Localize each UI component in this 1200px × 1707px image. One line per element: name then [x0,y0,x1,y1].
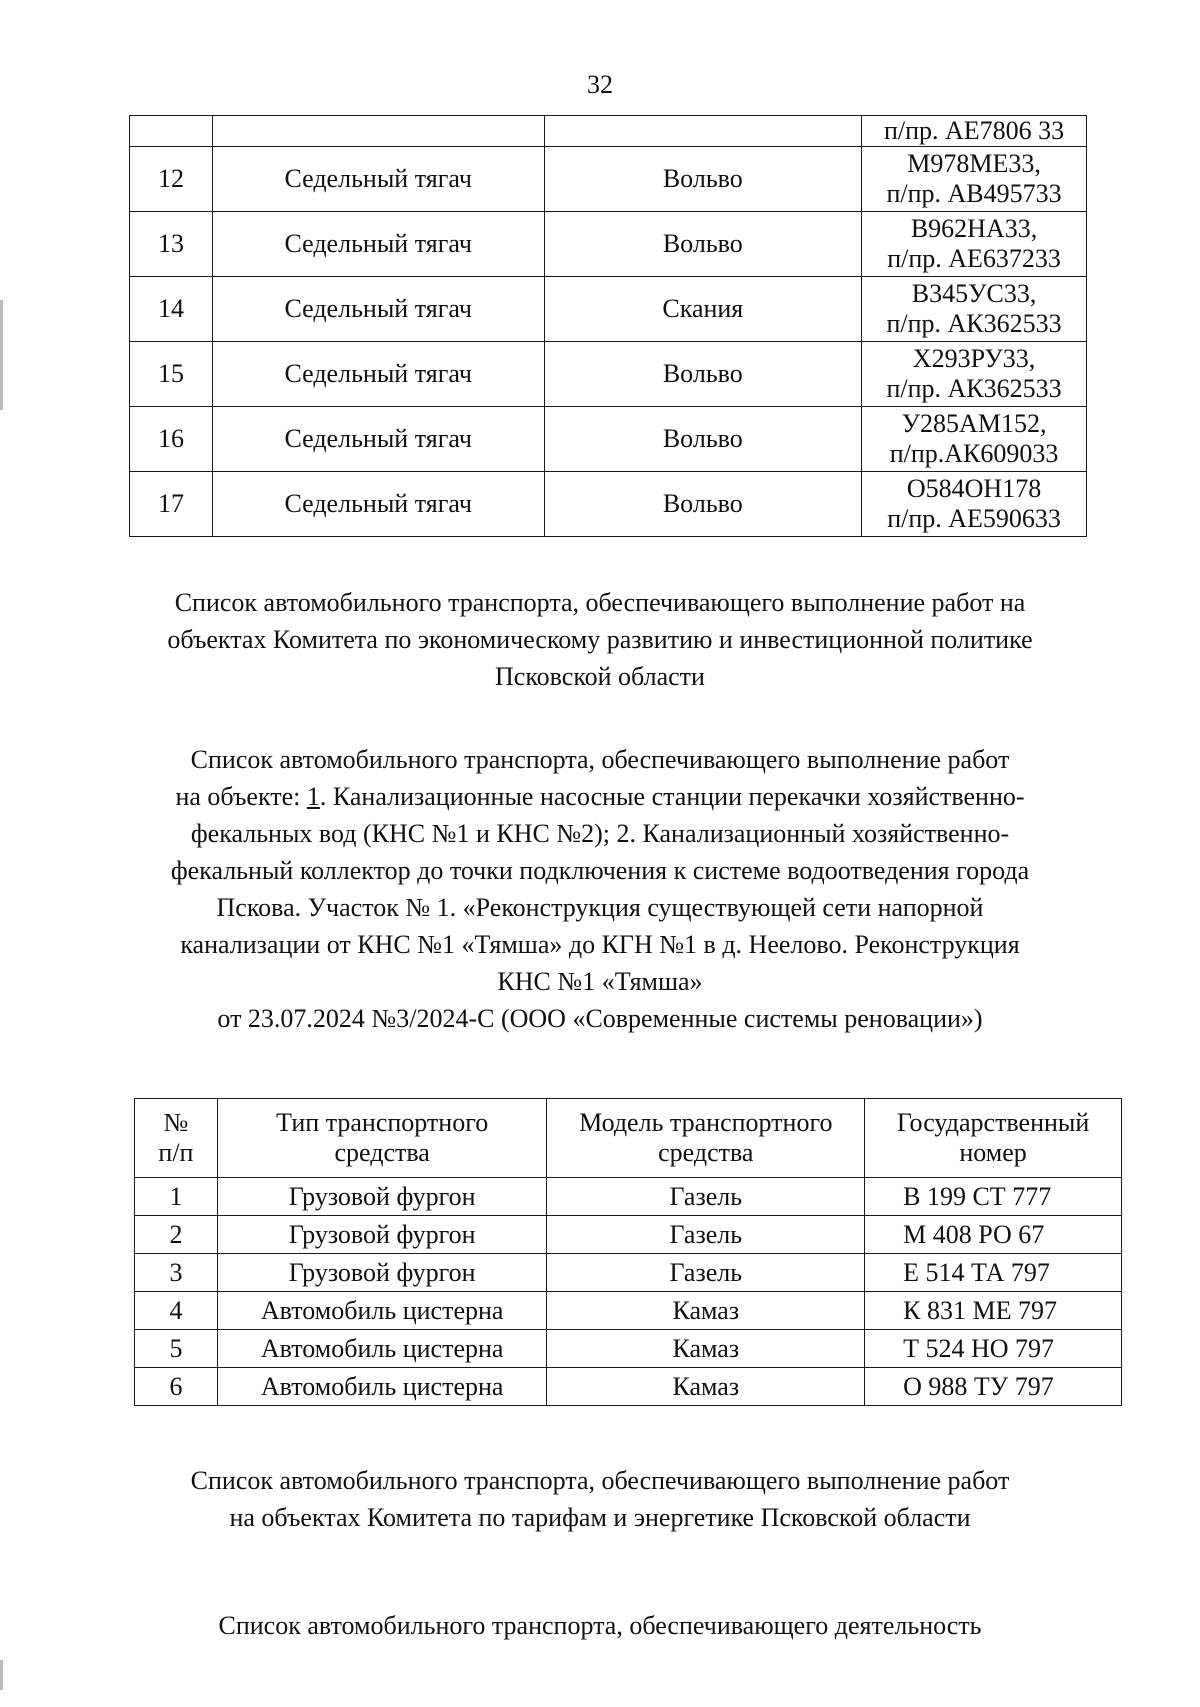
cell-model: Газель [547,1178,865,1216]
header-text: № [163,1108,189,1137]
cell-model: Газель [547,1254,865,1292]
heading-line [120,778,1080,815]
cell-type: Седельный тягач [212,277,544,342]
table-row [135,1178,1122,1216]
heading-line: Пскова. Участок № 1. «Реконструкция существующей сети напорной [216,893,984,922]
table-row [130,277,1087,342]
cell-plate: В 199 СТ 777 [865,1178,1122,1216]
permit-line: п/пр. АК362533 [886,374,1062,403]
cell-type: Грузовой фургон [217,1254,547,1292]
cell-type: Автомобиль цистерна [217,1330,547,1368]
cell-plate: М 408 РО 67 [865,1216,1122,1254]
plate-line: В962НА33, [910,214,1038,243]
cell-num: 12 [130,147,213,212]
header-text: Модель транспортного [579,1108,833,1137]
header-text: Государственный [896,1108,1090,1137]
cell-type: Автомобиль цистерна [217,1292,547,1330]
heading-line: на объектах Комитета по тарифам и энергетике Псковской области [229,1503,971,1532]
section-heading-activity [120,1607,1080,1644]
heading-line: Список автомобильного транспорта, обеспечивающего выполнение работ [190,745,1010,774]
section-heading-tariff-committee [120,1462,1080,1536]
column-header-type [217,1099,547,1178]
cell-num: 5 [135,1330,218,1368]
cell-num: 15 [130,342,213,407]
plate-line: М978МЕ33, [907,149,1041,178]
header-text: Тип транспортного [276,1108,489,1137]
cell-model: Вольво [544,147,862,212]
vehicle-table [134,1098,1122,1406]
permit-line: п/пр. АК362533 [886,309,1062,338]
cell-plate: К 831 МЕ 797 [865,1292,1122,1330]
cell-plate: О 988 ТУ 797 [865,1368,1122,1406]
cell-model: Вольво [544,212,862,277]
cell-plate [862,277,1087,342]
cell-model: Скания [544,277,862,342]
cell-model [544,116,862,147]
cell-type: Седельный тягач [212,472,544,537]
header-text: средства [334,1138,430,1167]
cell-plate [862,147,1087,212]
section-heading-sewage-project [120,741,1080,1037]
heading-line: Псковской области [495,662,705,691]
heading-line: Список автомобильного транспорта, обеспечивающего выполнение работ на [174,588,1026,617]
cell-num: 13 [130,212,213,277]
heading-line: Список автомобильного транспорта, обеспечивающего выполнение работ [190,1466,1010,1495]
cell-num: 17 [130,472,213,537]
cell-num [130,116,213,147]
heading-line: КНС №1 «Тямша» [497,967,703,996]
cell-plate [862,342,1087,407]
cell-num: 6 [135,1368,218,1406]
cell-model: Вольво [544,342,862,407]
cell-model: Газель [547,1216,865,1254]
permit-line: п/пр. АВ495733 [886,179,1062,208]
column-header-num [135,1099,218,1178]
cell-num: 16 [130,407,213,472]
cell-model: Вольво [544,407,862,472]
cell-num: 3 [135,1254,218,1292]
cell-type: Седельный тягач [212,147,544,212]
vehicle-table-continuation [129,115,1087,537]
table-row [135,1216,1122,1254]
header-text: средства [658,1138,754,1167]
cell-num: 14 [130,277,213,342]
cell-model: Камаз [547,1368,865,1406]
scan-edge-mark [0,1660,3,1690]
plate-line: В345УС33, [911,279,1037,308]
permit-line: п/пр. АЕ637233 [887,244,1061,273]
cell-plate [862,407,1087,472]
permit-line: п/пр.АК609033 [889,439,1059,468]
heading-line: канализации от КНС №1 «Тямша» до КГН №1 в д. Неелово. Реконструкция [180,930,1020,959]
section-heading-economic-committee [120,584,1080,695]
page-number: 32 [587,70,613,99]
table-row [130,472,1087,537]
plate-line: Х293РУ33, [912,344,1036,373]
permit-line: п/пр. АЕ590633 [887,504,1061,533]
cell-num: 1 [135,1178,218,1216]
table-row [135,1330,1122,1368]
cell-type: Грузовой фургон [217,1178,547,1216]
table-row [135,1254,1122,1292]
cell-model: Камаз [547,1330,865,1368]
table-row [135,1368,1122,1406]
cell-model: Камаз [547,1292,865,1330]
table-row [130,407,1087,472]
cell-plate: Е 514 ТА 797 [865,1254,1122,1292]
cell-plate: Т 524 НО 797 [865,1330,1122,1368]
table-row [135,1292,1122,1330]
cell-type: Автомобиль цистерна [217,1368,547,1406]
scan-edge-mark [0,300,3,410]
heading-text: на объекте: [175,782,307,811]
table-row [130,342,1087,407]
heading-text: . Канализационные насосные станции перекачки хозяйственно- [319,782,1025,811]
cell-num: 4 [135,1292,218,1330]
column-header-model [547,1099,865,1178]
cell-type: Седельный тягач [212,342,544,407]
cell-type [212,116,544,147]
cell-plate: п/пр. АЕ7806 33 [862,116,1087,147]
cell-type: Седельный тягач [212,212,544,277]
cell-type: Седельный тягач [212,407,544,472]
plate-line: О584ОН178 [906,474,1042,503]
cell-type: Грузовой фургон [217,1216,547,1254]
header-text: номер [959,1138,1027,1167]
heading-line: фекальный коллектор до точки подключения к системе водоотведения города [170,856,1030,885]
table-row-partial [130,116,1087,147]
heading-line: Список автомобильного транспорта, обеспечивающего деятельность [218,1611,982,1640]
header-text: п/п [158,1138,194,1167]
cell-plate [862,212,1087,277]
table-row [130,147,1087,212]
cell-model: Вольво [544,472,862,537]
heading-line: от 23.07.2024 №3/2024-С (ООО «Современные системы реновации») [217,1004,983,1033]
heading-item-number: 1 [306,782,320,811]
column-header-plate [865,1099,1122,1178]
table-header-row [135,1099,1122,1178]
table-row [130,212,1087,277]
plate-line: У285АМ152, [901,409,1047,438]
heading-line: объектах Комитета по экономическому развитию и инвестиционной политике [167,625,1033,654]
cell-plate [862,472,1087,537]
heading-line: фекальных вод (КНС №1 и КНС №2); 2. Канализационный хозяйственно- [190,819,1010,848]
cell-num: 2 [135,1216,218,1254]
